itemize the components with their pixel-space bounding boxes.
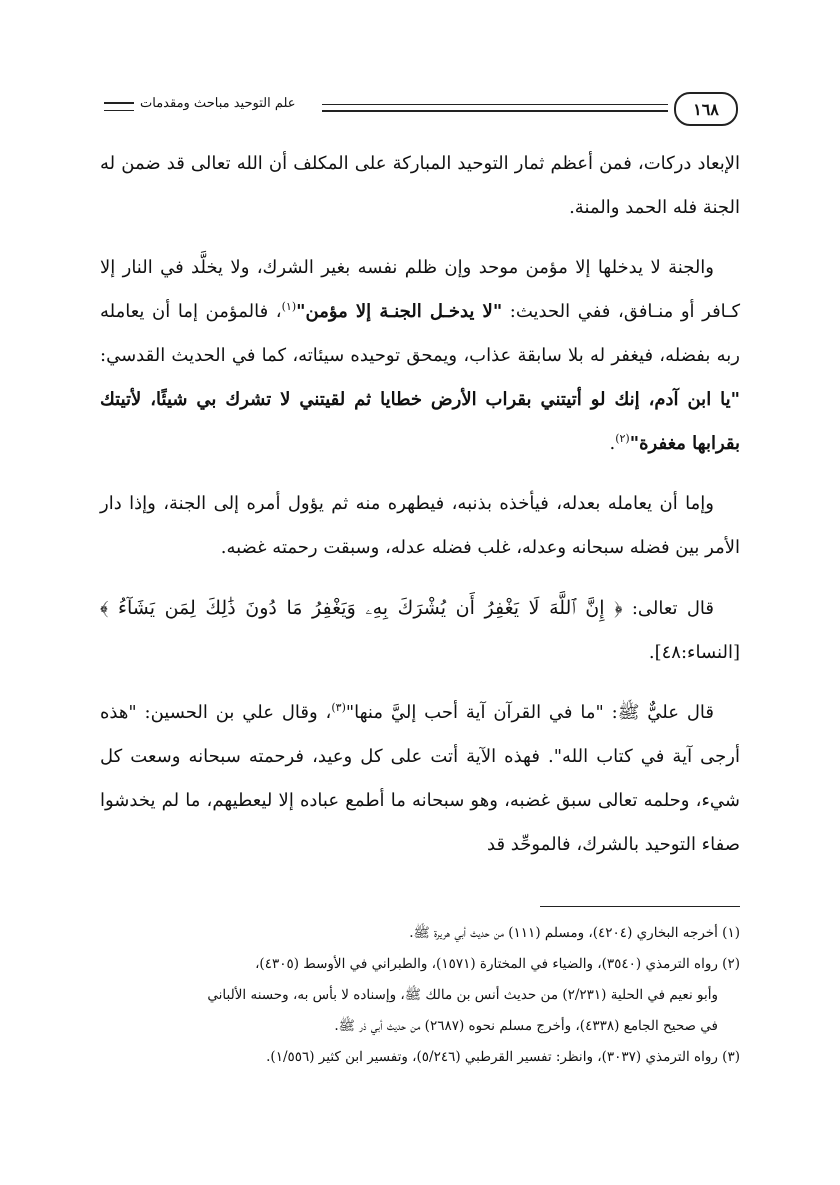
footnote-1: (١) أخرجه البخاري (٤٢٠٤)، ومسلم (١١١) من حديث أبي هريرة ﷺ.: [409, 925, 740, 941]
header-rule-left: [104, 102, 134, 111]
paragraph-3: وإما أن يعامله بعدله، فيأخذه بذنبه، فيطهره منه ثم يؤول أمره إلى الجنة، وإذا دار الأمر بين فضله سبحانه وعدله، غلب فضله عدله، وسبقت رحمته غضبه.: [100, 493, 740, 558]
paragraph-2-text-b: ، فالمؤمن إما أن يعامله ربه بفضله، فيغفر له بلا سابقة عذاب، ويمحق توحيده سيئاته، كما في الحديث القدسي:: [100, 301, 740, 366]
footnote-2-cont-1: وأبو نعيم في الحلية (٢/٢٣١) من حديث أنس بن مالك ﷺ، وإسناده لا بأس به، وحسنه الألباني: [207, 987, 718, 1003]
footnote-2: (٢) رواه الترمذي (٣٥٤٠)، والضياء في المختارة (١٥٧١)، والطبراني في الأوسط (٤٣٠٥)،: [255, 956, 740, 972]
running-title: علم التوحيد مباحث ومقدمات: [140, 96, 296, 111]
paragraph-5: [100, 691, 740, 867]
quran-verse: ﴿ إِنَّ ٱللَّهَ لَا يَغْفِرُ أَن يُشْرَكَ بِهِۦ وَيَغْفِرُ مَا دُونَ ذَٰلِكَ لِمَن يَشَآءُ ﴾: [100, 597, 623, 619]
footnote-ref-2: (٢): [615, 432, 630, 445]
footnote-ref-1: (١): [281, 300, 297, 313]
header-rule-middle: [322, 104, 668, 112]
verse-intro: قال تعالى:: [622, 598, 714, 619]
paragraph-1: الإبعاد دركات، فمن أعظم ثمار التوحيد المباركة على المكلف أن الله تعالى قد ضمن له الجنة فله الحمد والمنة.: [100, 153, 740, 218]
running-header: [104, 92, 736, 126]
paragraph-2-text-a: والجنة لا يدخلها إلا مؤمن موحد وإن ظلم نفسه بغير الشرك، ولا يخلَّد في النار إلا كـافر أو منـافق، ففي الحديث:: [100, 257, 741, 322]
verse-source: [النساء:٤٨].: [648, 642, 740, 663]
hadith-quote-2: "يا ابن آدم، إنك لو أتيتني بقراب الأرض خطايا ثم لقيتني لا تشرك بي شيئًا، لأتيتك بقرابها مغفرة": [100, 389, 740, 454]
hadith-quote-1: "لا يدخـل الجنـة إلا مؤمن": [296, 301, 503, 322]
paragraph-4: [100, 586, 740, 675]
page-number: ١٦٨: [674, 92, 738, 126]
footnotes: [100, 918, 740, 1073]
footnote-separator: [540, 906, 740, 907]
paragraph-2: [100, 246, 740, 466]
footnote-ref-3: (٣): [331, 701, 346, 714]
body-text: [100, 142, 740, 883]
paragraph-2-end: .: [609, 433, 616, 454]
paragraph-5-text-a: قال عليٌّ ﷺ: "ما في القرآن آية أحب إليَّ منها": [345, 702, 715, 723]
footnote-3: (٣) رواه الترمذي (٣٠٣٧)، وانظر: تفسير القرطبي (٥/٢٤٦)، وتفسير ابن كثير (١/٥٥٦).: [266, 1049, 740, 1065]
footnote-2-cont-2: في صحيح الجامع (٤٣٣٨)، وأخرج مسلم نحوه (٢٦٨٧) من حديث أبي ذر ﷺ.: [334, 1018, 718, 1034]
paragraph-5-text-b: ، وقال علي بن الحسين: "هذه أرجى آية في كتاب الله". فهذه الآية أتت على كل وعيد، فرحمته سبحانه وسعت كل شيء، وحلمه تعالى سبق غضبه، وهو سبحانه ما أطمع عباده إلا ليعطيهم، ما لم يخدشوا صفاء التوحيد بالشرك، فالموحِّد قد: [100, 702, 740, 855]
